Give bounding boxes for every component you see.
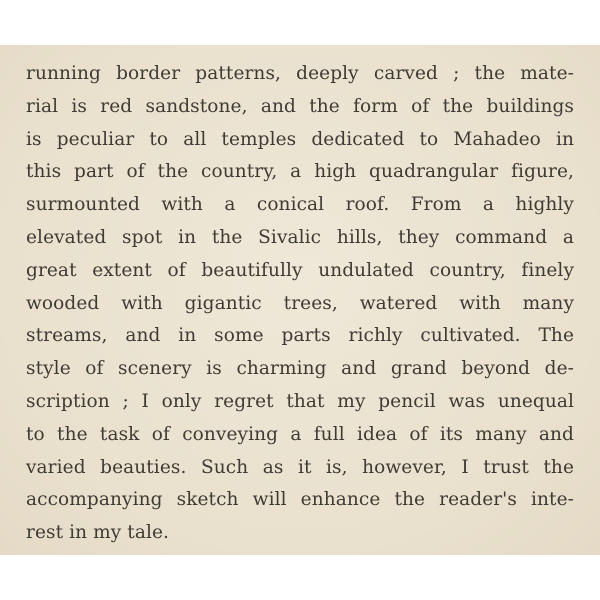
text-line: accompanying sketch will enhance the reader's inte- [26,489,574,511]
text-line: streams, and in some parts richly cultivated. The [26,325,574,347]
text-line: great extent of beautifully undulated country, finely [26,259,574,281]
paragraph [26,58,574,550]
text-line: style of scenery is charming and grand beyond de- [26,358,574,380]
text-line: running border patterns, deeply carved ; the mate- [26,63,574,84]
text-line: this part of the country, a high quadrangular figure, [26,161,574,183]
book-page [0,45,600,555]
text-line: scription ; I only regret that my pencil was unequal [26,390,574,412]
text-line: surmounted with a conical roof. From a highly [26,194,574,216]
text-line: to the task of conveying a full idea of its many and [26,423,574,445]
text-line: is peculiar to all temples dedicated to Mahadeo in [26,128,574,150]
text-line: rial is red sandstone, and the form of the buildings [26,95,574,117]
text-line: varied beauties. Such as it is, however, I trust the [26,456,574,478]
text-line: rest in my tale. [26,522,169,544]
text-line: elevated spot in the Sivalic hills, they command a [26,226,574,248]
text-line: wooded with gigantic trees, watered with many [26,292,574,314]
